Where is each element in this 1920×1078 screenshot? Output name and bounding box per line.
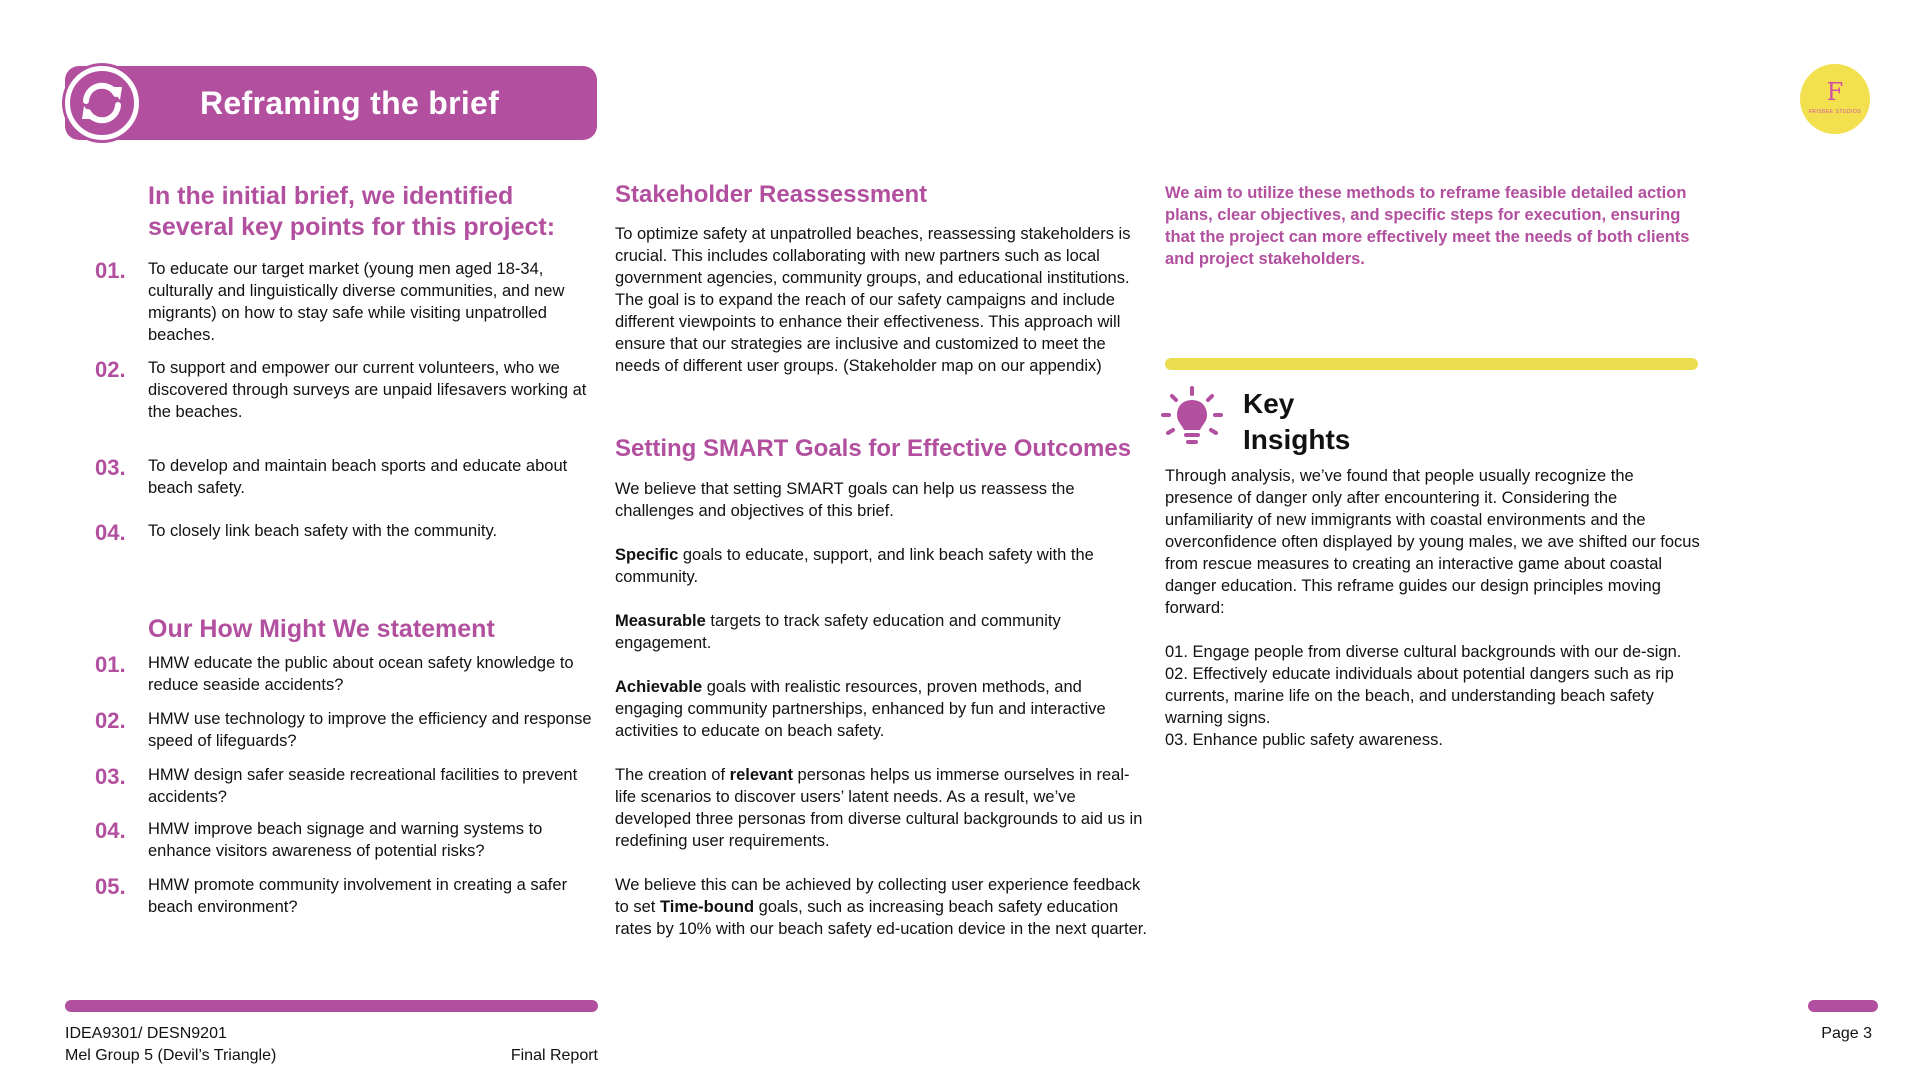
smart-achievable-term: Achievable [615,678,703,696]
smart-relevant [615,764,1150,852]
hmw-item-text: HMW improve beach signage and warning systems to enhance visitors awareness of potential risks? [148,820,543,860]
refresh-cycle-icon [65,66,139,140]
footer-bar-left [65,1000,598,1012]
insight-point: 03. Enhance public safety awareness. [1165,731,1443,749]
smart-specific [615,544,1150,588]
stakeholder-heading: Stakeholder Reassessment [615,181,928,208]
hmw-item-number: 02. [95,708,126,733]
smart-relevant-pre: The creation of [615,766,730,784]
smart-timebound-pre: We believe this can be achieved by collecting user experience feedback to set [615,876,1141,916]
smart-relevant-term: relevant [729,766,793,784]
hmw-item-text: HMW design safer seaside recreational facilities to prevent accidents? [148,766,578,806]
footer-group: Mel Group 5 (Devil’s Triangle) [65,1047,277,1064]
smart-heading: Setting SMART Goals for Effective Outcomes [615,435,1132,462]
hmw-item-number: 01. [95,652,126,677]
insights-body: Through analysis, we’ve found that people usually recognize the presence of danger only after encountering it. Considering the unfamiliarity of new immigrants with coastal environments and the overconfidence often displayed by young males, we ave shifted our focus from rescue measures to creating an interactive game about coastal danger education. This reframe guides our design principles moving forward: [1165,467,1700,617]
brief-item-text: To closely link beach safety with the community. [148,522,498,540]
insight-point: 01. Engage people from diverse cultural backgrounds with our de-sign. [1165,643,1682,661]
smart-relevant-text: personas helps us immerse ourselves in real-life scenarios to discover users’ latent needs. As a result, we’ve developed three personas from diverse cultural backgrounds to aid us in redefining user requirements. [615,766,1143,850]
footer-course: IDEA9301/ DESN9201 [65,1025,227,1042]
brief-item-text: To support and empower our current volunteers, who we discovered through surveys are unpaid lifesavers working at the beaches. [148,359,587,421]
brief-item-text: To educate our target market (young men aged 18-34, culturally and linguistically diverse communities, and new migrants) on how to stay safe while visiting unpatrolled beaches. [148,260,565,344]
page-number: Page 3 [1821,1025,1872,1042]
studio-logo [1800,64,1870,134]
smart-achievable-text: goals with realistic resources, proven methods, and engaging community partnerships, enhanced by fun and interactive activities to educate on beach safety. [615,678,1106,740]
insight-point: 02. Effectively educate individuals about potential dangers such as rip currents, marine life on the beach, and understanding beach safety warning signs. [1165,665,1674,727]
smart-measurable [615,610,1150,654]
insights-points [1165,641,1705,751]
hmw-item-text: HMW use technology to improve the efficiency and response speed of lifeguards? [148,710,592,750]
page-title: Reframing the brief [200,85,500,121]
brief-item-number: 04. [95,520,126,545]
logo-text: FRISBEE STUDIOS [1808,109,1862,115]
smart-timebound-term: Time-bound [659,898,755,916]
smart-measurable-text: targets to track safety education and community engagement. [615,612,1061,652]
footer-report: Final Report [510,1047,598,1064]
brief-item-number: 02. [95,357,126,382]
stakeholder-body: To optimize safety at unpatrolled beaches, reassessing stakeholders is crucial. This includes collaborating with new partners such as local government agencies, community groups, and educational institutions. The goal is to expand the reach of our safety campaigns and include different viewpoints to enhance their effectiveness. This approach will ensure that our strategies are inclusive and customized to meet the needs of different user groups. (Stakeholder map on our appendix) [615,225,1131,375]
hmw-item-number: 05. [95,874,126,899]
brief-item-text: To develop and maintain beach sports and educate about beach safety. [148,457,568,497]
hmw-item-text: HMW educate the public about ocean safety knowledge to reduce seaside accidents? [148,654,574,694]
smart-timebound-text: goals, such as increasing beach safety education rates by 10% with our beach safety ed-ucation device in the next quarter. [615,898,1147,938]
brief-item-number: 03. [95,455,126,480]
footer-bar-right [1808,1000,1878,1012]
key-insights-heading [1243,386,1350,458]
divider-bar [1165,358,1698,370]
hmw-heading: Our How Might We statement [148,615,495,643]
logo-letter: F [1826,78,1844,106]
smart-specific-term: Specific [615,546,679,564]
key-insights-line1: Key [1243,388,1295,419]
key-insights-line2: Insights [1243,424,1351,455]
hmw-item-number: 04. [95,818,126,843]
smart-measurable-term: Measurable [615,612,706,630]
lightbulb-icon [1160,385,1225,450]
aim-statement: We aim to utilize these methods to reframe feasible detailed action plans, clear objectives, and specific steps for execution, ensuring that the project can more effectively meet the needs of both clients and project stakeholders. [1165,184,1690,268]
smart-intro: We believe that setting SMART goals can help us reassess the challenges and objectives of this brief. [615,480,1075,520]
smart-specific-text: goals to educate, support, and link beach safety with the community. [615,546,1094,586]
initial-brief-heading: In the initial brief, we identified several key points for this project: [148,182,556,241]
hmw-item-text: HMW promote community involvement in creating a safer beach environment? [148,876,568,916]
brief-item-number: 01. [95,258,126,283]
hmw-item-number: 03. [95,764,126,789]
smart-body [615,478,1150,940]
smart-achievable [615,676,1150,742]
smart-timebound [615,874,1150,940]
